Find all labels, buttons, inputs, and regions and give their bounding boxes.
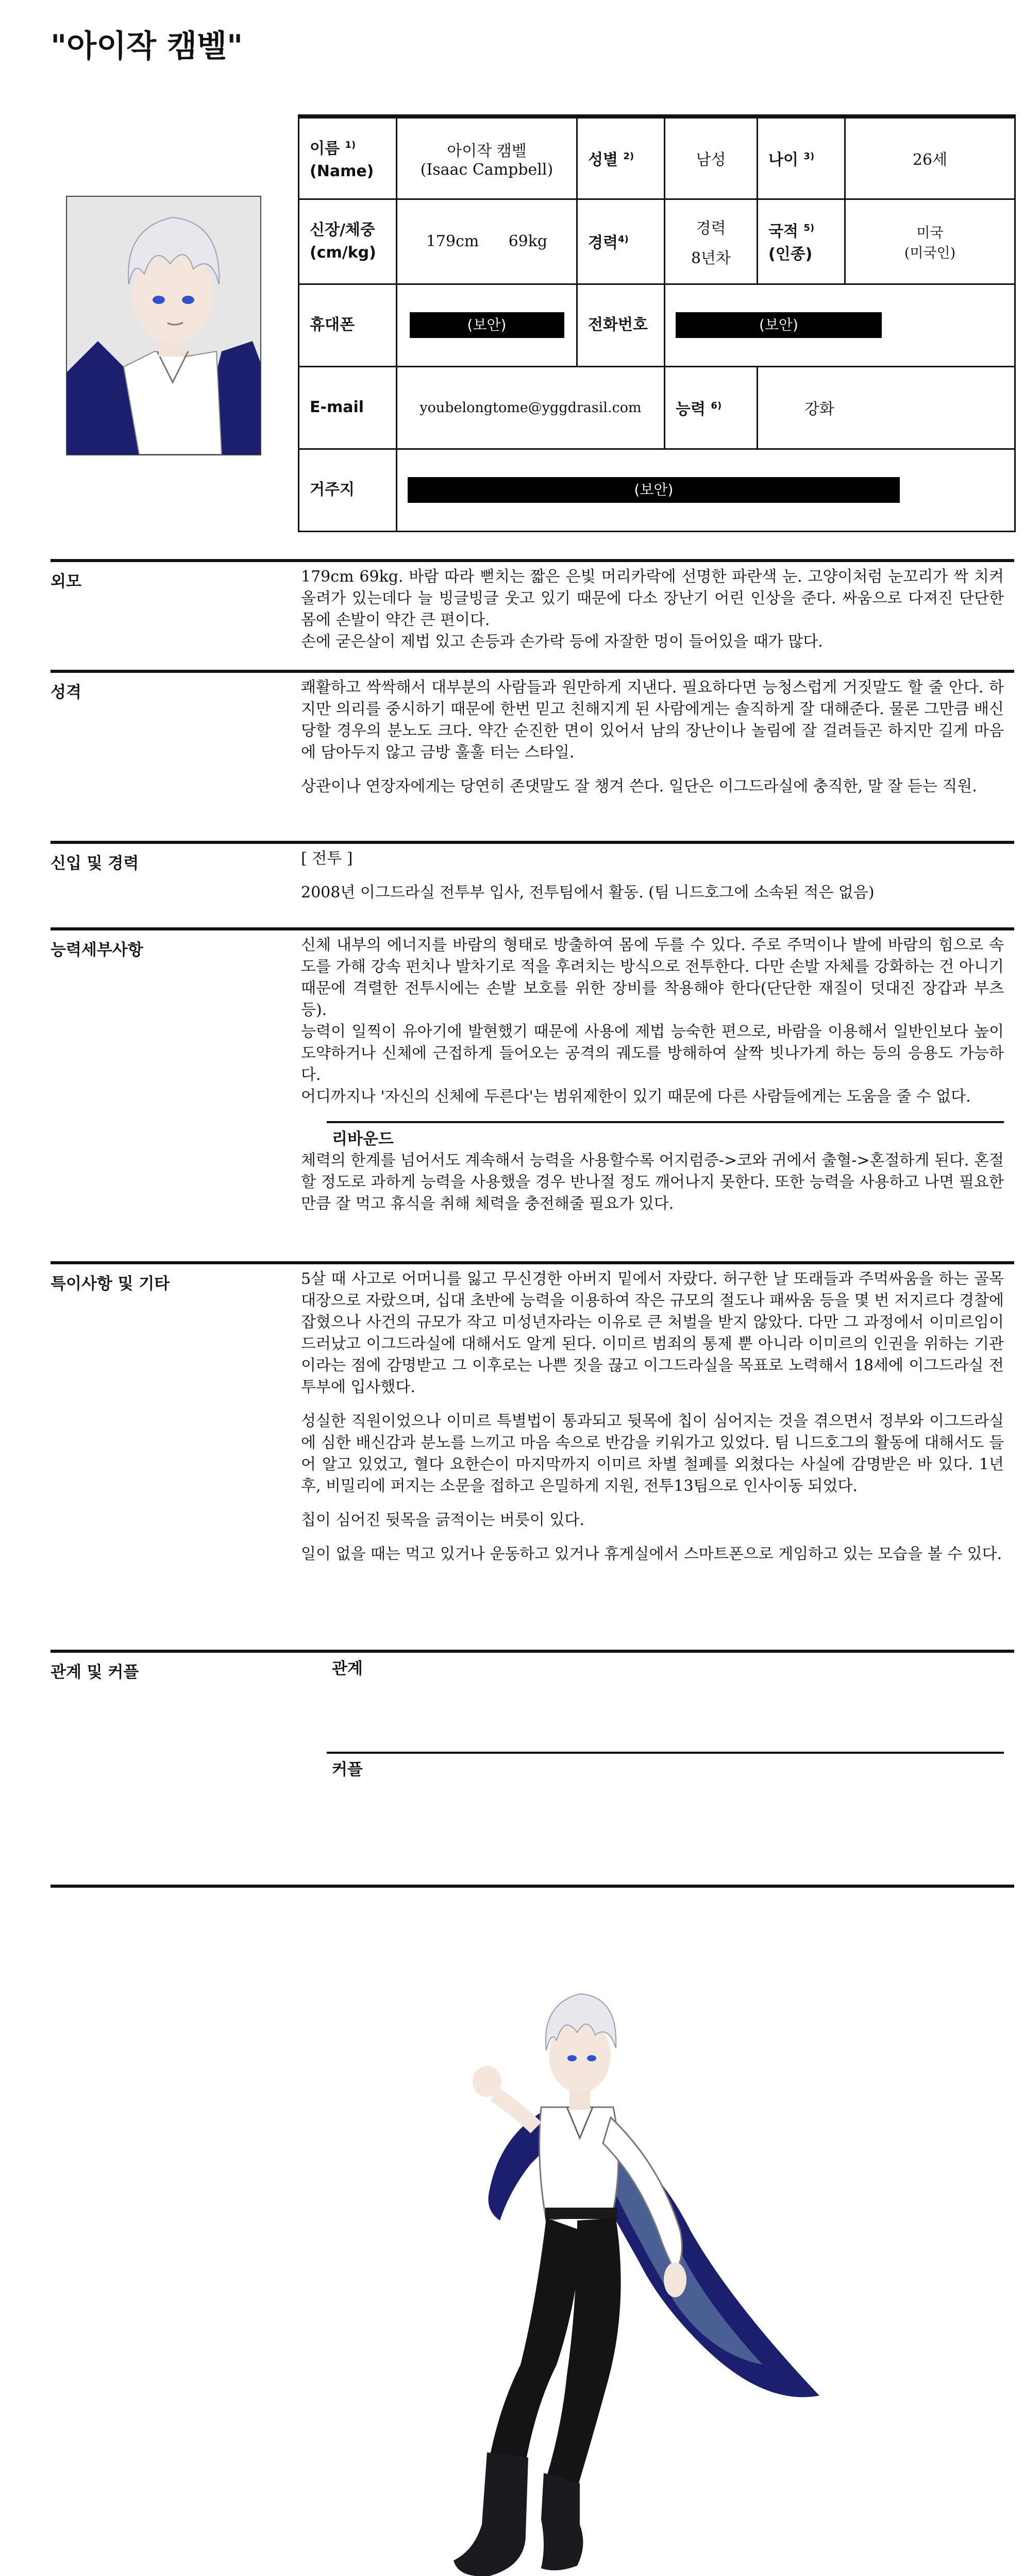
- redacted-bar: (보안): [676, 312, 882, 338]
- tel-label: 전화번호: [577, 284, 665, 366]
- rebound-title: 리바운드: [332, 1130, 394, 1148]
- name-value: 아이작 캠벨 (Isaac Campbell): [397, 116, 577, 199]
- portrait-illustration: [67, 197, 260, 454]
- couple-title: 커플: [332, 1760, 363, 1779]
- section-body: [301, 1657, 1004, 1781]
- section-body: 5살 때 사고로 어머니를 잃고 무신경한 아버지 밑에서 자랐다. 허구한 날 또래들과 주먹싸움을 하는 골목대장으로 자랐으며, 십대 초반에 능력을 이용하여 작은 규모의 절도나 패싸움 등을 몇 번 저지르다 경찰에 잡혔으나 사건의 규모가 작고 미성년자라는 이유로 큰 처벌을 받지 않았다. 다만 그 과정에서 이미르임이 드러났고 이그드라실에 대해서도 알게 된다. 이미르 범죄의 통제 뿐 아니라 이미르의 인권을 위하는 기관이라는 점에 감명받고 그 이후로는 나쁜 짓을 끊고 이그드라실을 목표로 노력해서 18세에 이그드라실 전투부에 입사했다. 성실한 직원이었으나 이미르 특별법이 통과되고 뒷목에 칩이 심어지는 것을 겪으면서 정부와 이그드라실에 심한 배신감과 분노를 느끼고 마음 속으로 반감을 키워가고 있었다. 팀 니드호그의 활동에 대해서도 들어 알고 있었고, 혈다 요한슨이 마지막까지 이미르 차별 철폐를 외쳤다는 사실에 감명받은 바 있다. 1년 후, 비밀리에 퍼지는 소문을 접하고 은밀하게 지원, 전투13팀으로 인사이동 되었다. 칩이 심어진 뒷목을 긁적이는 버릇이 있다. 일이 없을 때는 먹고 있거나 운동하고 있거나 휴게실에서 스마트폰으로 게임하고 있는 모습을 볼 수 있다.: [301, 1270, 1004, 1563]
- height-weight-label: 신장/체중 (cm/kg): [299, 199, 397, 284]
- redacted-bar: (보안): [408, 477, 900, 503]
- bottom-rule: [51, 1885, 1014, 1888]
- section-label: 성격: [51, 683, 81, 702]
- rebound-rule: [327, 1121, 1004, 1123]
- couple-rule: [327, 1752, 1004, 1754]
- section-career: [51, 841, 1014, 931]
- email-value: youbelongtome@yggdrasil.com: [397, 366, 665, 449]
- nationality-value: 미국 (미국인): [845, 199, 1015, 284]
- gender-value: 남성: [665, 116, 758, 199]
- address-value: [397, 449, 1015, 531]
- phone-value: [397, 284, 577, 366]
- address-label: 거주지: [299, 449, 397, 531]
- ability-value: 강화: [758, 366, 1015, 449]
- section-label: 관계 및 커플: [51, 1663, 139, 1682]
- career-label: 경력$^{4)}$: [577, 199, 665, 284]
- page-title: "아이작 캠벨": [51, 28, 243, 64]
- full-body-illustration: [371, 1942, 835, 2576]
- section-appearance: [51, 559, 1014, 665]
- section-label: 신입 및 경력: [51, 854, 139, 873]
- section-label: 외모: [51, 572, 81, 591]
- section-relations: [51, 1650, 1014, 1879]
- age-label: 나이 $^{3)}$: [758, 116, 845, 199]
- section-ability-details: [51, 927, 1014, 1250]
- name-label: 이름 $^{1)}$ (Name): [299, 116, 397, 199]
- section-personality: [51, 670, 1014, 838]
- profile-table: [298, 114, 1016, 532]
- redacted-bar: (보안): [410, 312, 564, 338]
- section-body: 신체 내부의 에너지를 바람의 형태로 방출하여 몸에 두를 수 있다. 주로 주먹이나 발에 바람의 힘으로 속도를 가해 강속 펀치나 발차기로 적을 후려치는 방식으로 전투한다. 다만 손발 자체를 강화하는 건 아니기 때문에 격렬한 전투시에는 손발 보호를 위한 장비를 착용해야 한다(단단한 재질이 덧대진 장갑과 부츠 등). 능력이 일찍이 유아기에 발현했기 때문에 사용에 제법 능숙한 편으로, 바람을 이용해서 일반인보다 높이 도약하거나 신체에 근접하게 들어오는 공격의 궤도를 방해하여 살짝 빗나가게 하는 등의 응용도 가능하다. 어디까지나 '자신의 신체에 두른다'는 범위제한이 있기 때문에 다른 사람들에게는 도움을 줄 수 없다. 리바운드 체력의 한계를 넘어서도 계속해서 능력을 사용할수록 어지럼증->코와 귀에서 출혈->혼절하게 된다. 혼절할 정도로 과하게 능력을 사용했을 경우 반나절 정도 깨어나지 못한다. 또한 능력을 사용하고 나면 필요한 만큼 잘 먹고 휴식을 취해 체력을 충전해줄 필요가 있다.: [301, 936, 1004, 1213]
- age-value: 26세: [845, 116, 1015, 199]
- tel-value: [665, 284, 1015, 366]
- section-body: [ 전투 ] 2008년 이그드라실 전투부 입사, 전투팀에서 활동. (팀 니드호그에 소속된 적은 없음): [301, 850, 875, 902]
- character-portrait: [66, 196, 261, 455]
- career-value: 경력 8년차: [665, 199, 758, 284]
- section-label: 특이사항 및 기타: [51, 1275, 170, 1293]
- nationality-label: 국적 $^{5)}$ (인종): [758, 199, 845, 284]
- section-body: 179cm 69kg. 바람 따라 뻗치는 짧은 은빛 머리카락에 선명한 파란색 눈. 고양이처럼 눈꼬리가 싹 치켜 올려가 있는데다 늘 빙글빙글 웃고 있기 때문에 다소 장난기 어린 인상을 준다. 싸움으로 다져진 단단한 몸에 손발이 약간 큰 편이다. 손에 굳은살이 제법 있고 손등과 손가락 등에 자잘한 멍이 들어있을 때가 많다.: [301, 568, 1004, 651]
- section-body: 쾌활하고 싹싹해서 대부분의 사람들과 원만하게 지낸다. 필요하다면 능청스럽게 거짓말도 할 줄 안다. 하지만 의리를 중시하기 때문에 한번 믿고 친해지게 된 사람에게는 솔직하게 잘 대해준다. 물론 그만큼 배신당할 경우의 분노도 크다. 약간 순진한 면이 있어서 남의 장난이나 놀림에 잘 걸려들곤 하지만 길게 마음에 담아두지 않고 금방 훌훌 터는 스타일. 상관이나 연장자에게는 당연히 존댓말도 잘 챙겨 쓴다. 일단은 이그드라실에 충직한, 말 잘 듣는 직원.: [301, 679, 1004, 795]
- height-weight-value: 179cm 69kg: [397, 199, 577, 284]
- section-label: 능력세부사항: [51, 941, 143, 959]
- phone-label: 휴대폰: [299, 284, 397, 366]
- email-label: E-mail: [299, 366, 397, 449]
- gender-label: 성별 $^{2)}$: [577, 116, 665, 199]
- section-notes: [51, 1261, 1014, 1651]
- relation-title: 관계: [332, 1659, 363, 1678]
- ability-label: 능력 $^{6)}$: [665, 366, 758, 449]
